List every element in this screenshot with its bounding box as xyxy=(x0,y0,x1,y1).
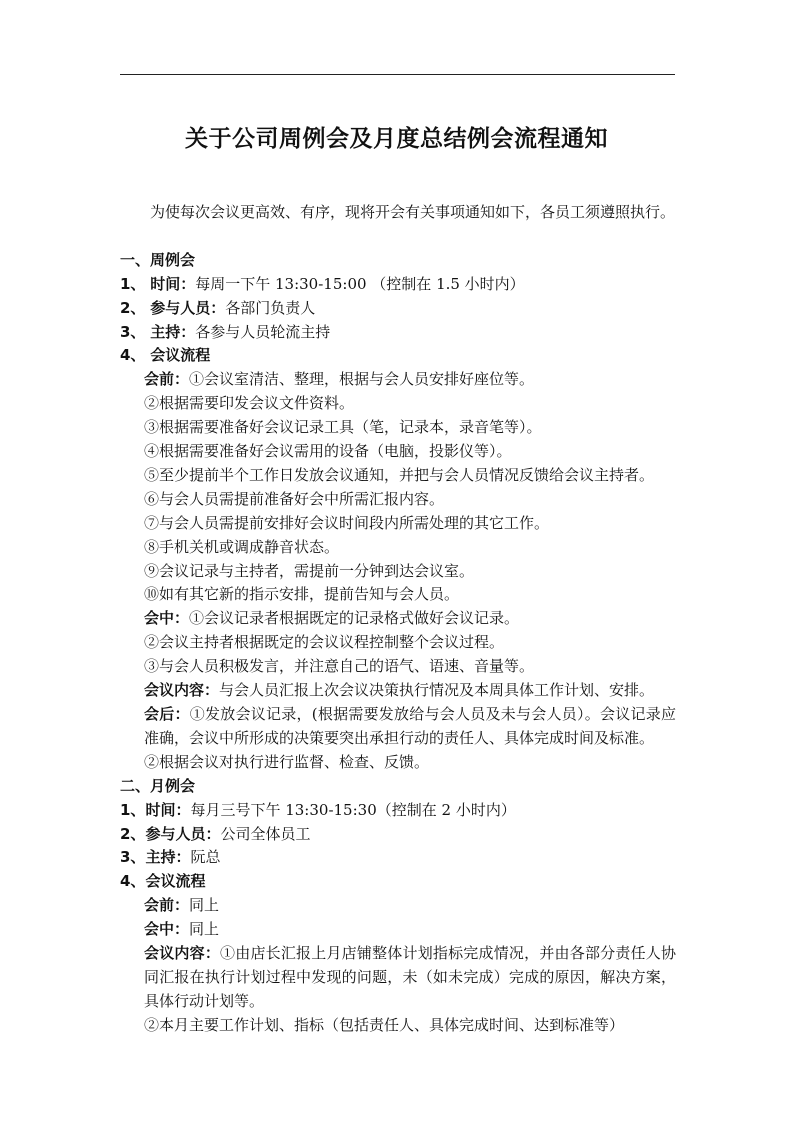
weekly-item-time xyxy=(120,273,676,297)
during-label: 会中： xyxy=(144,920,190,939)
item-text: 每月三号下午 13:30-15:30（控制在 2 小时内） xyxy=(190,800,516,819)
after-label: 会后： xyxy=(144,705,190,724)
monthly-item-process xyxy=(120,870,676,894)
list-item: ④根据需要准备好会议需用的设备（电脑，投影仪等）。 xyxy=(144,442,512,461)
list-item: ②根据需要印发会议文件资料。 xyxy=(144,394,355,413)
monthly-process-block xyxy=(120,894,676,1037)
content-text: 与会人员汇报上次会议决策执行情况及本周具体工作计划、安排。 xyxy=(219,681,655,700)
item-number: 2、 xyxy=(120,824,146,843)
list-item: ①会议室清洁、整理，根据与会人员安排好座位等。 xyxy=(189,370,535,389)
list-item: ②本月主要工作计划、指标（包括责任人、具体完成时间、达到标准等） xyxy=(144,1015,625,1034)
list-item: ②根据会议对执行进行监督、检查、反馈。 xyxy=(144,752,430,771)
weekly-before-line xyxy=(144,368,676,392)
item-label: 时间： xyxy=(145,800,191,819)
monthly-content-line xyxy=(144,942,676,1014)
weekly-item-participants xyxy=(120,297,676,321)
item-label: 参与人员： xyxy=(150,298,226,317)
content-label: 会议内容： xyxy=(144,944,221,963)
weekly-heading: 一、周例会 xyxy=(120,250,196,269)
item-label: 主持： xyxy=(145,848,191,867)
monthly-item-host xyxy=(120,846,676,870)
item-label: 会议流程 xyxy=(150,346,211,365)
blank-line xyxy=(120,225,676,249)
item-number: 1、 xyxy=(120,800,146,819)
item-text: 各部门负责人 xyxy=(225,298,316,317)
list-item: ⑦与会人员需提前安排好会议时间段内所需处理的其它工作。 xyxy=(144,513,550,532)
list-item: ③与会人员积极发言，并注意自己的语气、语速、音量等。 xyxy=(144,657,535,676)
monthly-heading: 二、月例会 xyxy=(120,776,196,795)
item-number: 4、 xyxy=(120,872,146,891)
header-rule xyxy=(120,74,675,75)
before-text: 同上 xyxy=(189,896,220,915)
weekly-after-line xyxy=(144,703,676,751)
item-text: 阮总 xyxy=(190,848,221,867)
item-label: 参与人员： xyxy=(145,824,221,843)
item-text: 每周一下午 13:30-15:00 （控制在 1.5 小时内） xyxy=(195,274,525,293)
weekly-content-line xyxy=(144,679,676,703)
list-item: ②会议主持者根据既定的会议议程控制整个会议过程。 xyxy=(144,633,505,652)
document-body xyxy=(120,201,676,1038)
item-number: 4、 xyxy=(120,346,146,365)
item-text: 各参与人员轮流主持 xyxy=(195,322,331,341)
before-label: 会前： xyxy=(144,896,190,915)
item-label: 主持： xyxy=(150,322,196,341)
list-item: ③根据需要准备好会议记录工具（笔，记录本，录音笔等）。 xyxy=(144,418,542,437)
content-label: 会议内容： xyxy=(144,681,220,700)
list-item: ⑥与会人员需提前准备好会中所需汇报内容。 xyxy=(144,489,445,508)
list-item: ⑤至少提前半个工作日发放会议通知，并把与会人员情况反馈给会议主持者。 xyxy=(144,465,655,484)
item-number: 2、 xyxy=(120,298,146,317)
weekly-process-block xyxy=(120,368,676,774)
list-item: ⑧手机关机或调成静音状态。 xyxy=(144,537,340,556)
item-number: 1、 xyxy=(120,274,146,293)
item-label: 会议流程 xyxy=(145,872,206,891)
weekly-during-line xyxy=(144,607,676,631)
list-item: ⑨会议记录与主持者，需提前一分钟到达会议室。 xyxy=(144,561,475,580)
weekly-item-host xyxy=(120,321,676,345)
list-item: ①发放会议记录，(根据需要发放给与会人员及未与会人员）。会议记录应准确，会议中所形成的决策要突出承担行动的责任人、具体完成时间及标准。 xyxy=(144,705,676,747)
list-item: ①由店长汇报上月店铺整体计划指标完成情况，并由各部分责任人协同汇报在执行计划过程中发现的问题，未（如未完成）完成的原因，解决方案，具体行动计划等。 xyxy=(144,944,676,1010)
item-number: 3、 xyxy=(120,848,146,867)
item-text: 公司全体员工 xyxy=(220,824,311,843)
document-title: 关于公司周例会及月度总结例会流程通知 xyxy=(185,126,608,152)
monthly-during-line xyxy=(144,918,676,942)
monthly-before-line xyxy=(144,894,676,918)
intro-paragraph: 为使每次会议更高效、有序，现将开会有关事项通知如下，各员工须遵照执行。 xyxy=(150,203,676,221)
during-text: 同上 xyxy=(189,920,220,939)
monthly-item-time xyxy=(120,799,676,823)
item-label: 时间： xyxy=(150,274,196,293)
weekly-item-process xyxy=(120,344,676,368)
monthly-item-participants xyxy=(120,823,676,847)
item-number: 3、 xyxy=(120,322,146,341)
before-label: 会前： xyxy=(144,370,190,389)
list-item: ①会议记录者根据既定的记录格式做好会议记录。 xyxy=(189,609,520,628)
during-label: 会中： xyxy=(144,609,190,628)
list-item: ⑩如有其它新的指示安排，提前告知与会人员。 xyxy=(144,585,460,604)
